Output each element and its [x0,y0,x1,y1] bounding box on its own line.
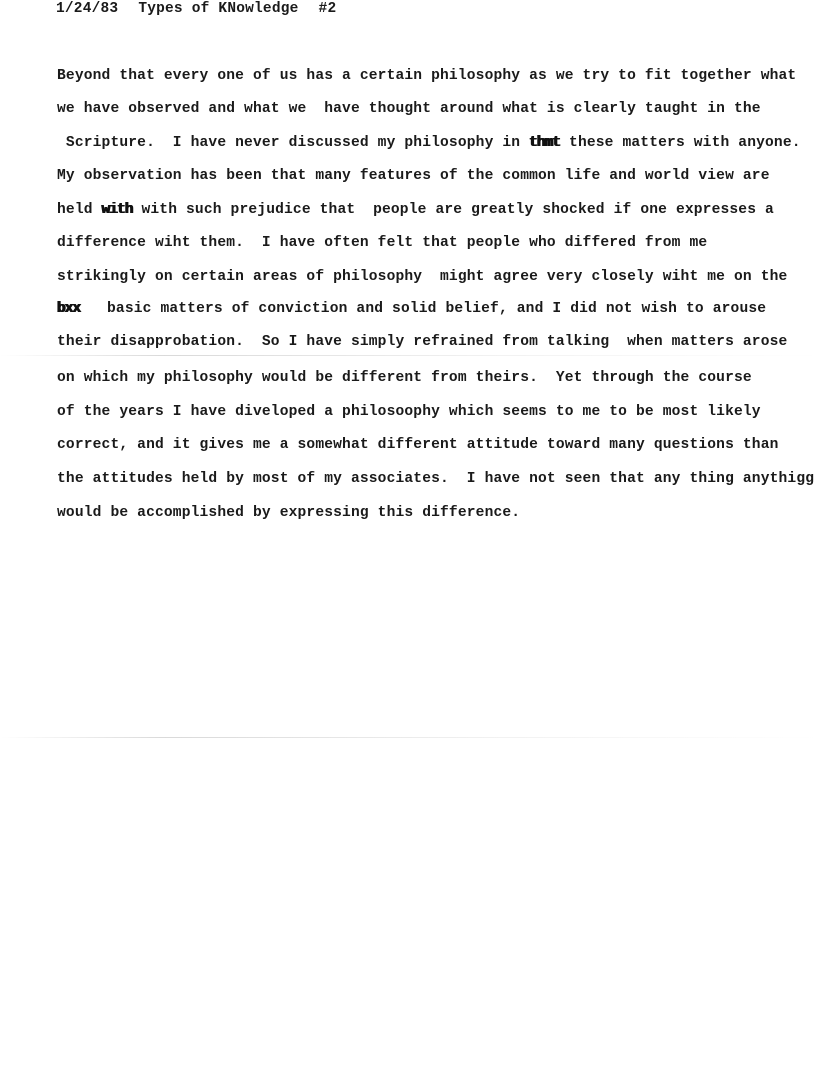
text-line: would be accomplished by expressing this difference. [57,505,521,521]
typed-strikeover: bxx [57,301,81,317]
text-line: we have observed and what we have thought around what is clearly taught in the [57,101,761,117]
text-line [57,200,774,220]
typed-strikeover: thmt [529,135,561,151]
text-line: their disapprobation. So I have simply refrained from talking when matters arose [57,334,788,350]
text-line: difference wiht them. I have often felt that people who differed from me [57,235,708,251]
text-line-end: with such prejudice that people are greatly shocked if one expresses a [132,202,774,218]
text-line [57,299,766,319]
text-line-start: held [57,202,102,218]
scan-artifact-line [0,355,820,356]
text-line: correct, and it gives me a somewhat different attitude toward many questions than [57,437,779,453]
text-line-end: basic matters of conviction and solid belief, and I did not wish to arouse [80,301,767,317]
text-line [57,133,801,153]
text-line: of the years I have diveloped a philosoophy which seems to me to be most likely [57,404,761,420]
text-line-start: Scripture. I have never discussed my philosophy in [57,135,530,151]
scan-artifact-line [0,737,820,738]
document-header [56,1,356,17]
text-line: strikingly on certain areas of philosophy might agree very closely wiht me on the [57,269,788,285]
text-line: My observation has been that many features of the common life and world view are [57,168,770,184]
document-date: 1/24/83 [56,1,119,17]
document-title: Types of KNowledge [138,1,299,17]
document-page-number: #2 [318,1,337,17]
text-line: on which my philosophy would be different from theirs. Yet through the course [57,370,752,386]
text-line-end: these matters with anyone. [560,135,801,151]
typed-strikeover: with [101,202,133,218]
text-line: Beyond that every one of us has a certain philosophy as we try to fit together what [57,68,797,84]
text-line: the attitudes held by most of my associates. I have not seen that any thing anythigg [57,471,815,487]
